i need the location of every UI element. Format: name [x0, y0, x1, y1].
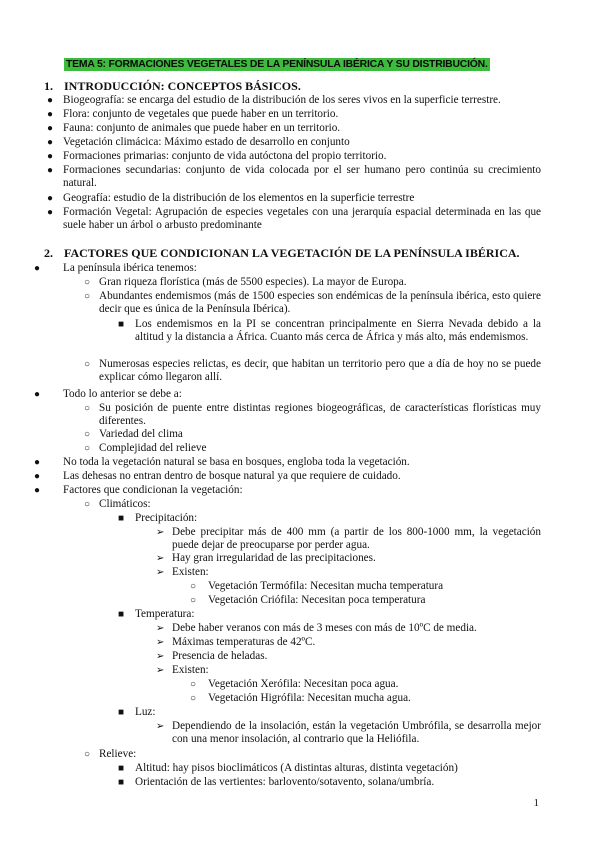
bullet-icon: ● [34, 471, 41, 482]
arrow-bullet-icon: ➢ [156, 623, 165, 634]
circle-bullet-icon: ○ [190, 595, 197, 606]
bullet-icon: ● [47, 165, 54, 176]
list-item: Relieve: [99, 748, 137, 760]
bullet-icon: ● [34, 389, 41, 400]
bullet-icon: ● [47, 137, 54, 148]
square-bullet-icon: ■ [118, 777, 125, 788]
page-number: 1 [533, 797, 539, 809]
list-item: Debe haber veranos con más de 3 meses con más de 10ºC de media. [172, 622, 477, 634]
list-item: Todo lo anterior se debe a: [63, 388, 182, 400]
section-2-number: 2. [44, 246, 53, 260]
arrow-bullet-icon: ➢ [156, 665, 165, 676]
bullet-icon: ● [47, 95, 54, 106]
list-item: Luz: [135, 706, 156, 718]
list-item: Vegetación Xerófila: Necesitan poca agua. [208, 678, 399, 690]
bullet-icon: ● [34, 263, 41, 274]
page-title: TEMA 5: FORMACIONES VEGETALES DE LA PENÍNSULA IBÉRICA Y SU DISTRIBUCIÓN. [66, 59, 488, 70]
bullet-icon: ● [34, 457, 41, 468]
list-item: Debe precipitar más de 400 mm (a partir de los 800-1000 mm, la vegetación puede dejar de preocuparse por perder agua. [172, 526, 541, 552]
bullet-icon: ● [34, 485, 41, 496]
list-item: Su posición de puente entre distintas regiones biogeográficas, de características florísticas muy diferentes. [99, 402, 541, 428]
list-item: Presencia de heladas. [172, 650, 268, 662]
arrow-bullet-icon: ➢ [156, 721, 165, 732]
bullet-icon: ● [47, 207, 54, 218]
circle-bullet-icon: ○ [84, 499, 91, 510]
circle-bullet-icon: ○ [190, 581, 197, 592]
list-item: No toda la vegetación natural se basa en bosques, engloba toda la vegetación. [63, 456, 410, 468]
square-bullet-icon: ■ [118, 609, 125, 620]
list-item: Geografía: estudio de la distribución de los elementos en la superficie terrestre [63, 192, 415, 204]
arrow-bullet-icon: ➢ [156, 637, 165, 648]
list-item: Temperatura: [135, 608, 195, 620]
list-item: Abundantes endemismos (más de 1500 especies son endémicas de la península ibérica, esto quiere decir que es única de la Península Ibérica). [99, 290, 541, 316]
circle-bullet-icon: ○ [190, 679, 197, 690]
list-item: Fauna: conjunto de animales que puede haber en un territorio. [63, 122, 341, 134]
list-item: La península ibérica tenemos: [63, 262, 197, 274]
list-item: Factores que condicionan la vegetación: [63, 484, 243, 496]
section-1-number: 1. [44, 79, 53, 93]
list-item: Complejidad del relieve [99, 442, 207, 454]
circle-bullet-icon: ○ [190, 693, 197, 704]
section-2-title: FACTORES QUE CONDICIONAN LA VEGETACIÓN DE LA PENÍNSULA IBÉRICA. [64, 246, 520, 260]
list-item: Vegetación Criófila: Necesitan poca temperatura [208, 594, 426, 606]
square-bullet-icon: ■ [118, 707, 125, 718]
list-item: Biogeografía: se encarga del estudio de la distribución de los seres vivos en la superficie terrestre. [63, 94, 501, 106]
list-item: Existen: [172, 664, 209, 676]
list-item: Formaciones secundarias: conjunto de vida colocada por el ser humano pero continúa su crecimiento natural. [63, 164, 541, 190]
section-1-title: INTRODUCCIÓN: CONCEPTOS BÁSICOS. [64, 79, 301, 93]
list-item: Numerosas especies relictas, es decir, que habitan un territorio pero que a día de hoy no se puede explicar cómo llegaron allí. [99, 358, 541, 384]
bullet-icon: ● [47, 123, 54, 134]
circle-bullet-icon: ○ [84, 277, 91, 288]
list-item: Los endemismos en la PI se concentran principalmente en Sierra Nevada debido a la altitud y la distancia a África. Cuanto más cerca de África y más alto, más endemismos. [135, 318, 541, 344]
list-item: Orientación de las vertientes: barlovento/sotavento, solana/umbría. [135, 776, 435, 788]
list-item: Existen: [172, 566, 209, 578]
arrow-bullet-icon: ➢ [156, 527, 165, 538]
circle-bullet-icon: ○ [84, 403, 91, 414]
list-item: Flora: conjunto de vegetales que puede haber en un territorio. [63, 108, 339, 120]
list-item: Máximas temperaturas de 42ºC. [172, 636, 316, 648]
list-item: Gran riqueza florística (más de 5500 especies). La mayor de Europa. [99, 276, 407, 288]
square-bullet-icon: ■ [118, 513, 125, 524]
arrow-bullet-icon: ➢ [156, 651, 165, 662]
bullet-icon: ● [47, 109, 54, 120]
circle-bullet-icon: ○ [84, 429, 91, 440]
circle-bullet-icon: ○ [84, 291, 91, 302]
section-1-heading [44, 79, 301, 94]
arrow-bullet-icon: ➢ [156, 553, 165, 564]
list-item: Precipitación: [135, 512, 198, 524]
arrow-bullet-icon: ➢ [156, 567, 165, 578]
list-item: Formación Vegetal: Agrupación de especies vegetales con una jerarquía espacial determinada en las que suele haber un árbol o arbusto predominante [63, 206, 541, 232]
square-bullet-icon: ■ [118, 319, 125, 330]
title-block [64, 58, 490, 70]
circle-bullet-icon: ○ [84, 443, 91, 454]
list-item: Las dehesas no entran dentro de bosque natural ya que requiere de cuidado. [63, 470, 401, 482]
list-item: Hay gran irregularidad de las precipitaciones. [172, 552, 376, 564]
bullet-icon: ● [47, 151, 54, 162]
section-2-heading [44, 246, 520, 261]
square-bullet-icon: ■ [118, 763, 125, 774]
bullet-icon: ● [47, 193, 54, 204]
circle-bullet-icon: ○ [84, 749, 91, 760]
circle-bullet-icon: ○ [84, 359, 91, 370]
list-item: Vegetación climácica: Máximo estado de desarrollo en conjunto [63, 136, 350, 148]
list-item: Vegetación Termófila: Necesitan mucha temperatura [208, 580, 444, 592]
list-item: Vegetación Higrófila: Necesitan mucha agua. [208, 692, 411, 704]
list-item: Variedad del clima [99, 428, 183, 440]
list-item: Climáticos: [99, 498, 151, 510]
list-item: Altitud: hay pisos bioclimáticos (A distintas alturas, distinta vegetación) [135, 762, 458, 774]
list-item: Dependiendo de la insolación, están la vegetación Umbrófila, se desarrolla mejor con una menor insolación, al contrario que la Heliófila. [172, 720, 541, 746]
list-item: Formaciones primarias: conjunto de vida autóctona del propio territorio. [63, 150, 387, 162]
